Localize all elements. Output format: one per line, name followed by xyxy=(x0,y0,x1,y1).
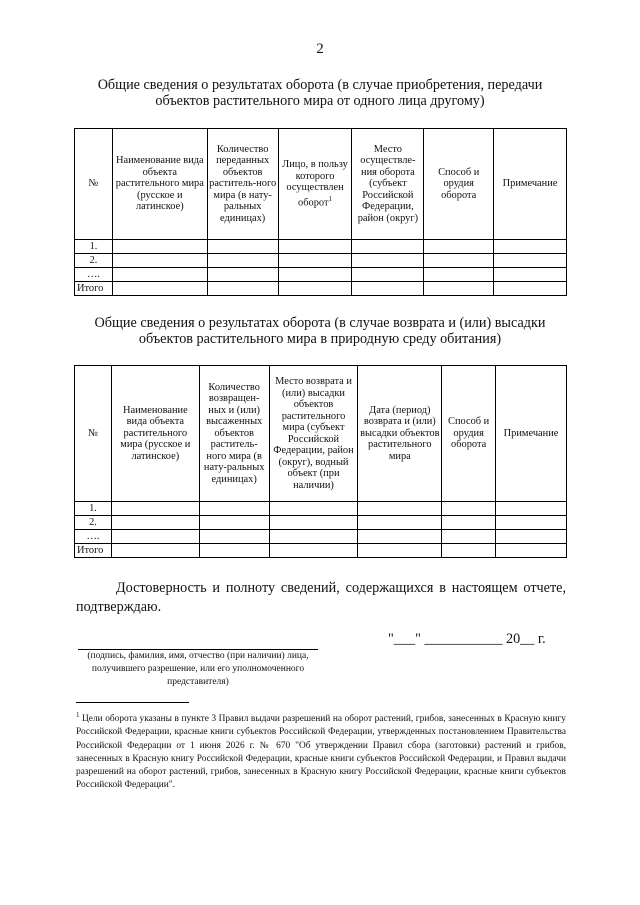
footnote-separator xyxy=(76,702,189,703)
row-number: 2. xyxy=(75,254,113,268)
footnote-mark: 1 xyxy=(76,711,80,719)
col-number: № xyxy=(75,129,113,240)
table-row xyxy=(75,240,567,254)
table-header-row xyxy=(75,129,567,240)
col-species-name: Наименование вида объекта растительного мира (русское и латинское) xyxy=(111,366,199,502)
table-row xyxy=(75,516,567,530)
row-number: 1. xyxy=(75,240,113,254)
col-species-name: Наименование вида объекта растительного мира (русское и латинское) xyxy=(112,129,207,240)
col-recipient: Лицо, в пользу которого осуществлен оборот$^1$ xyxy=(278,129,352,240)
col-quantity: Количество переданных объектов раститель-ного мира (в нату-ральных единицах) xyxy=(207,129,278,240)
col-quantity: Количество возвращен-ных и (или) высаженных объектов раститель-ного мира (в нату-ральных единицах) xyxy=(199,366,269,502)
date-line[interactable]: "___" ___________ 20__ г. xyxy=(388,631,546,647)
row-number: …. xyxy=(75,530,112,544)
signature-caption: (подпись, фамилия, имя, отчество (при наличии) лица, получившего разрешение, или его уполномоченного представителя) xyxy=(87,651,309,687)
col-number: № xyxy=(75,366,112,502)
row-number: 2. xyxy=(75,516,112,530)
table-row xyxy=(75,502,567,516)
table-row xyxy=(75,268,567,282)
transfer-table xyxy=(74,128,567,296)
total-label: Итого xyxy=(75,544,112,558)
table-total-row xyxy=(75,282,567,296)
col-note: Примечание xyxy=(496,366,567,502)
col-method: Способ и орудия оборота xyxy=(442,366,496,502)
section2-title: Общие сведения о результатах оборота (в случае возврата и (или) высадки объектов растительного мира в природную среду обитания) xyxy=(94,315,546,347)
footnote-mark: 1 xyxy=(328,194,332,203)
col-method: Способ и орудия оборота xyxy=(424,129,494,240)
footnote-text: Цели оборота указаны в пункте 3 Правил выдачи разрешений на оборот растений, грибов, занесенных в Красную книгу Российской Федерации, красные книги субъектов Российской Федерации, утвержденных постановлением Правительства Российской Федерации от 1 июня 2026 г. № 670 "Об утверждении Правил сбора (заготовки) растений и грибов, занесенных в Красную книгу Российской Федерации, красные книги субъектов Российской Федерации, и Правил выдачи разрешений на оборот растений, грибов, занесенных в Красную книгу Российской Федерации, красные книги субъектов Российской Федерации". xyxy=(76,714,566,791)
page-number: 2 xyxy=(316,41,324,57)
col-note: Примечание xyxy=(494,129,567,240)
table-row xyxy=(75,530,567,544)
table-row xyxy=(75,254,567,268)
row-number: …. xyxy=(75,268,113,282)
row-number: 1. xyxy=(75,502,112,516)
return-table xyxy=(74,365,567,558)
footnote xyxy=(76,709,566,792)
col-place: Место возврата и (или) высадки объектов растительного мира (субъект Российской Федерации, район (округ), водный объект (при наличии) xyxy=(269,366,358,502)
total-label: Итого xyxy=(75,282,113,296)
section1-title: Общие сведения о результатах оборота (в случае приобретения, передачи объектов растительного мира от одного лица другому) xyxy=(97,77,543,109)
confirmation-text: Достоверность и полноту сведений, содержащихся в настоящем отчете, подтверждаю. xyxy=(76,580,566,615)
table-total-row xyxy=(75,544,567,558)
col-date: Дата (период) возврата и (или) высадки объектов растительного мира xyxy=(358,366,442,502)
table-header-row xyxy=(75,366,567,502)
col-place: Место осуществле-ния оборота (субъект Российской Федерации, район (округ) xyxy=(352,129,424,240)
